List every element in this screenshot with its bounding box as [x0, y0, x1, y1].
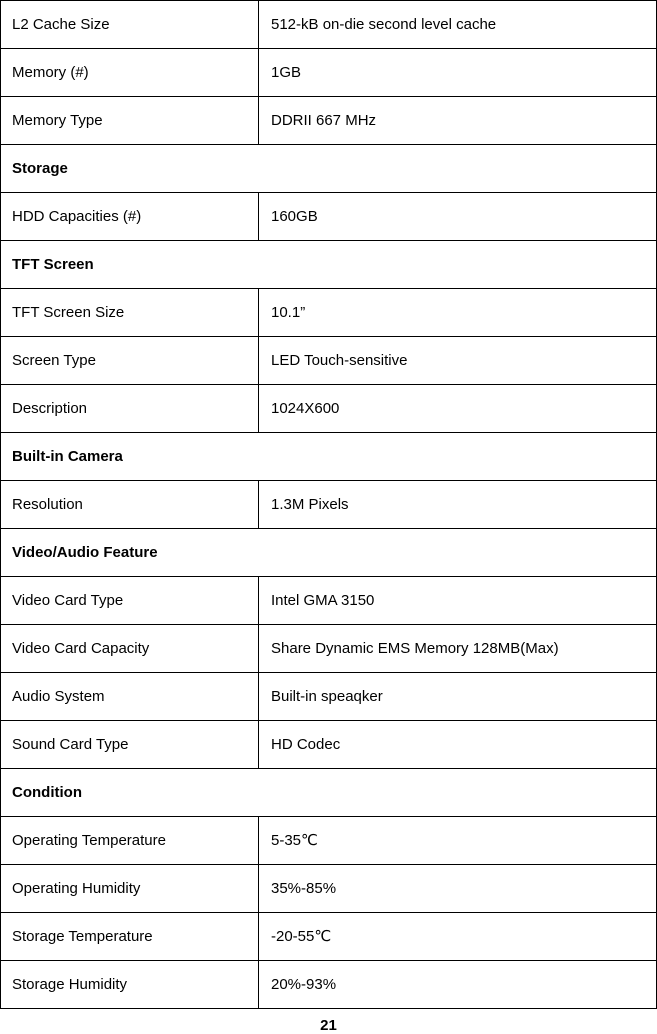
spec-label: Video Card Type: [1, 577, 259, 625]
page-number: 21: [320, 1017, 337, 1034]
spec-value: Built-in speaqker: [259, 673, 657, 721]
spec-label: Description: [1, 385, 259, 433]
spec-label: Storage Humidity: [1, 961, 259, 1009]
spec-row: [1, 865, 657, 913]
spec-row: [1, 289, 657, 337]
section-title: Built-in Camera: [1, 433, 657, 481]
spec-label: Video Card Capacity: [1, 625, 259, 673]
spec-label: Operating Humidity: [1, 865, 259, 913]
spec-label: Storage Temperature: [1, 913, 259, 961]
section-title: Storage: [1, 145, 657, 193]
spec-value: 160GB: [259, 193, 657, 241]
spec-row: [1, 961, 657, 1009]
spec-value: 10.1”: [259, 289, 657, 337]
spec-row: [1, 481, 657, 529]
section-header-row: [1, 241, 657, 289]
section-title: Condition: [1, 769, 657, 817]
spec-label: Memory (#): [1, 49, 259, 97]
spec-value: 512-kB on-die second level cache: [259, 1, 657, 49]
spec-value: Share Dynamic EMS Memory 128MB(Max): [259, 625, 657, 673]
spec-row: [1, 49, 657, 97]
spec-row: [1, 577, 657, 625]
spec-value: Intel GMA 3150: [259, 577, 657, 625]
spec-value: 35%-85%: [259, 865, 657, 913]
spec-row: [1, 673, 657, 721]
spec-value: LED Touch-sensitive: [259, 337, 657, 385]
spec-row: [1, 721, 657, 769]
section-title: TFT Screen: [1, 241, 657, 289]
spec-value: 1.3M Pixels: [259, 481, 657, 529]
spec-value: 1024X600: [259, 385, 657, 433]
spec-value: DDRII 667 MHz: [259, 97, 657, 145]
spec-label: TFT Screen Size: [1, 289, 259, 337]
spec-value: -20-55℃: [259, 913, 657, 961]
spec-label: Audio System: [1, 673, 259, 721]
spec-value: HD Codec: [259, 721, 657, 769]
spec-value: 5-35℃: [259, 817, 657, 865]
spec-row: [1, 625, 657, 673]
spec-table-body: [1, 1, 657, 1009]
spec-row: [1, 193, 657, 241]
section-header-row: [1, 529, 657, 577]
spec-row: [1, 337, 657, 385]
spec-row: [1, 1, 657, 49]
section-header-row: [1, 145, 657, 193]
spec-label: Operating Temperature: [1, 817, 259, 865]
spec-row: [1, 97, 657, 145]
spec-label: Sound Card Type: [1, 721, 259, 769]
spec-label: Resolution: [1, 481, 259, 529]
section-header-row: [1, 769, 657, 817]
spec-label: L2 Cache Size: [1, 1, 259, 49]
spec-value: 20%-93%: [259, 961, 657, 1009]
spec-row: [1, 385, 657, 433]
spec-value: 1GB: [259, 49, 657, 97]
spec-label: HDD Capacities (#): [1, 193, 259, 241]
section-header-row: [1, 433, 657, 481]
spec-label: Screen Type: [1, 337, 259, 385]
spec-row: [1, 817, 657, 865]
spec-row: [1, 913, 657, 961]
section-title: Video/Audio Feature: [1, 529, 657, 577]
spec-label: Memory Type: [1, 97, 259, 145]
